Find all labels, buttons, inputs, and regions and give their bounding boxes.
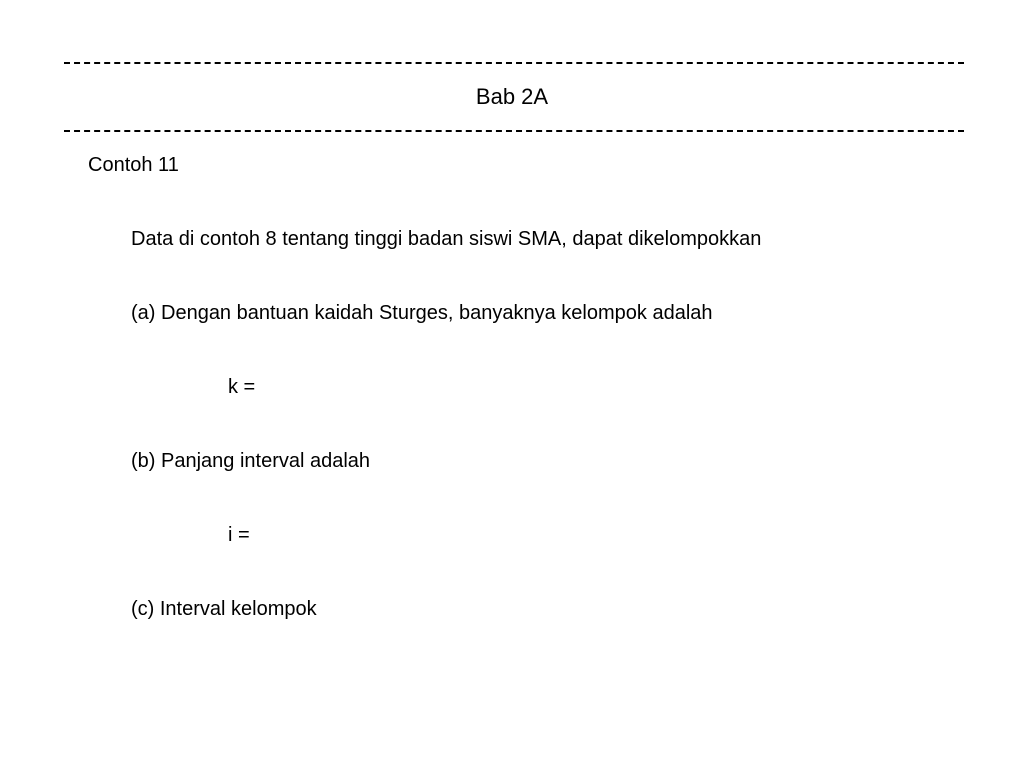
page-title: Bab 2A xyxy=(475,84,549,109)
item-b: (b) Panjang interval adalah xyxy=(131,450,371,472)
intro-text: Data di contoh 8 tentang tinggi badan siswi SMA, dapat dikelompokkan xyxy=(131,228,762,250)
item-c: (c) Interval kelompok xyxy=(131,598,317,620)
item-a: (a) Dengan bantuan kaidah Sturges, banyaknya kelompok adalah xyxy=(131,302,713,324)
top-dashed-divider xyxy=(64,62,964,64)
formula-i: i = xyxy=(228,524,250,546)
formula-k: k = xyxy=(228,376,256,398)
bottom-dashed-divider xyxy=(64,130,964,132)
example-heading: Contoh 11 xyxy=(88,154,179,176)
